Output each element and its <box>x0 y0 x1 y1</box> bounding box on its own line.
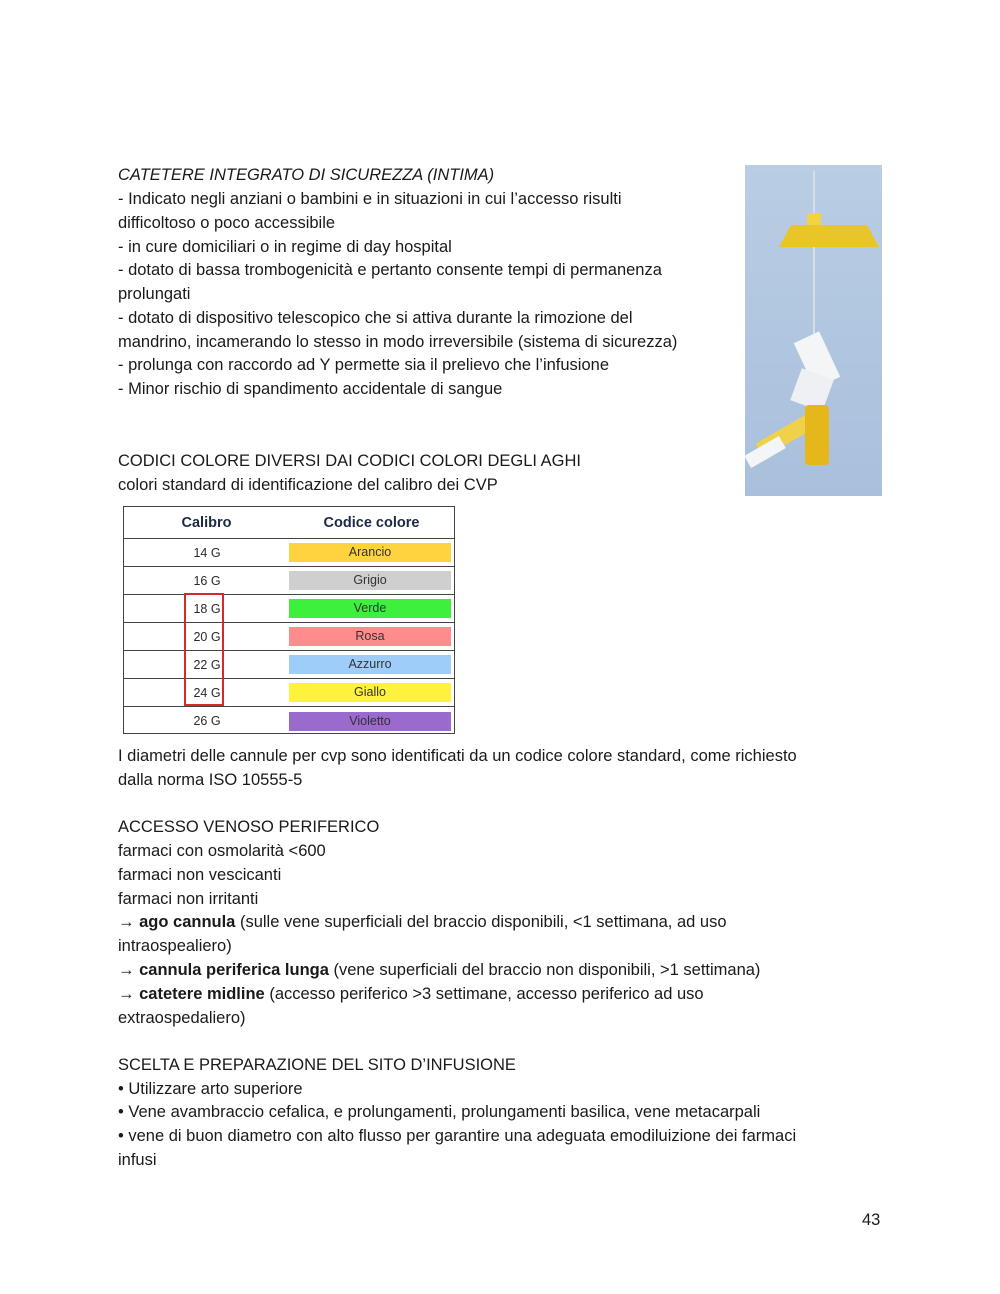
arrow-icon: → <box>118 913 140 931</box>
text-line: - prolunga con raccordo ad Y permette sia il prelievo che l’infusione <box>118 356 610 374</box>
text-line: intraospealiero) <box>118 937 232 955</box>
gauge-color-table <box>123 506 455 734</box>
text-line: extraospedaliero) <box>118 1009 246 1027</box>
color-swatch: Azzurro <box>289 655 451 674</box>
device-desc: (sulle vene superficiali del braccio disponibili, <1 settimana, ad uso <box>235 913 727 931</box>
device-desc: (accesso periferico >3 settimane, accesso periferico ad uso <box>264 985 704 1003</box>
section-title-codici-colore: CODICI COLORE DIVERSI DAI CODICI COLORI DEGLI AGHI <box>118 452 581 470</box>
gauge-cell: 24 G <box>193 685 221 700</box>
text-line: infusi <box>118 1151 157 1169</box>
device-item-midline <box>118 983 704 1007</box>
arrow-icon: → <box>118 985 140 1003</box>
header-calibro: Calibro <box>181 514 232 531</box>
bullet-line: • vene di buon diametro con alto flusso per garantire una adeguata emodiluizione dei farmaci <box>118 1127 797 1145</box>
bullet-line: • Utilizzare arto superiore <box>118 1080 303 1098</box>
page-number: 43 <box>862 1211 881 1229</box>
text-line: - dotato di bassa trombogenicità e pertanto consente tempi di permanenza <box>118 261 662 279</box>
arrow-icon: → <box>118 961 140 979</box>
table-header <box>124 507 454 539</box>
table-row <box>124 539 454 567</box>
device-item-ago-cannula <box>118 911 727 935</box>
note-line: dalla norma ISO 10555-5 <box>118 771 303 789</box>
color-swatch: Arancio <box>289 543 451 562</box>
color-swatch: Verde <box>289 599 451 618</box>
device-desc: (vene superficiali del braccio non disponibili, >1 settimana) <box>328 961 761 979</box>
section-subtitle: colori standard di identificazione del calibro dei CVP <box>118 476 498 494</box>
color-swatch: Grigio <box>289 571 451 590</box>
text-line: prolungati <box>118 285 191 303</box>
text-line: mandrino, incamerando lo stesso in modo irreversibile (sistema di sicurezza) <box>118 333 678 351</box>
table-row <box>124 595 454 623</box>
gauge-cell: 20 G <box>193 629 221 644</box>
text-line: farmaci non irritanti <box>118 890 259 908</box>
table-row <box>124 679 454 707</box>
connector-shape <box>805 405 829 465</box>
gauge-cell: 14 G <box>193 545 221 560</box>
table-row <box>124 567 454 595</box>
highlight-box <box>184 593 224 706</box>
table-row <box>124 651 454 679</box>
color-swatch: Rosa <box>289 627 451 646</box>
gauge-cell: 22 G <box>193 657 221 672</box>
bullet-line: • Vene avambraccio cefalica, e prolungamenti, prolungamenti basilica, vene metacarpali <box>118 1103 761 1121</box>
text-line: farmaci non vescicanti <box>118 866 282 884</box>
text-line: - dotato di dispositivo telescopico che si attiva durante la rimozione del <box>118 309 633 327</box>
gauge-cell: 26 G <box>193 714 221 728</box>
header-codice-colore: Codice colore <box>323 514 420 531</box>
text-line: difficoltoso o poco accessibile <box>118 214 336 232</box>
device-item-cannula-lunga <box>118 959 760 983</box>
section-title-accesso-venoso: ACCESSO VENOSO PERIFERICO <box>118 818 380 836</box>
text-line: - Indicato negli anziani o bambini e in situazioni in cui l’accesso risulti <box>118 190 622 208</box>
text-line: farmaci con osmolarità <600 <box>118 842 326 860</box>
device-name: catetere midline <box>139 985 265 1003</box>
section-title-scelta-sito: SCELTA E PREPARAZIONE DEL SITO D’INFUSIONE <box>118 1056 516 1074</box>
device-name: cannula periferica lunga <box>139 961 329 979</box>
text-line: - in cure domiciliari o in regime di day hospital <box>118 238 452 256</box>
text-line: - Minor rischio di spandimento accidentale di sangue <box>118 380 503 398</box>
wing-shape <box>779 225 879 247</box>
note-line: I diametri delle cannule per cvp sono identificati da un codice colore standard, come richiesto <box>118 747 797 765</box>
gauge-cell: 18 G <box>193 601 221 616</box>
color-swatch: Violetto <box>289 712 451 731</box>
color-swatch: Giallo <box>289 683 451 702</box>
table-row <box>124 707 454 735</box>
section-title-catetere-integrato: CATETERE INTEGRATO DI SICUREZZA (INTIMA) <box>118 166 495 184</box>
gauge-cell: 16 G <box>193 573 221 588</box>
device-name: ago cannula <box>139 913 236 931</box>
table-row <box>124 623 454 651</box>
catheter-photo <box>745 165 882 496</box>
